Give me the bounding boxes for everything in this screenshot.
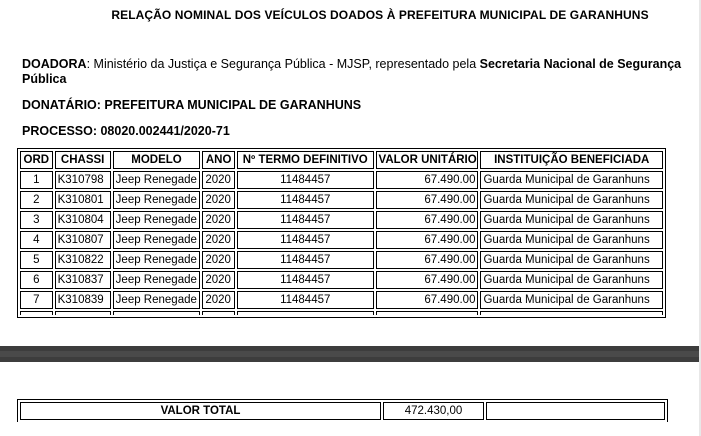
cell-ord: 5 (20, 251, 53, 269)
header-chassi: CHASSI (55, 151, 111, 169)
doadora-text: : Ministério da Justiça e Segurança Pública - MJSP, representado pela (86, 57, 480, 71)
doadora-label: DOADORA (22, 57, 87, 71)
table-row (20, 291, 663, 309)
cell-chassi: K310798 (55, 171, 111, 189)
processo-line: PROCESSO: 08020.002441/2020-71 (22, 124, 230, 138)
cell-ano: 2020 (202, 231, 235, 249)
cell-chassi: K310807 (55, 231, 111, 249)
table-row (20, 231, 663, 249)
doadora-secretaria: Secretaria Nacional de Segurança Pública (22, 57, 682, 86)
cell-ord: 6 (20, 271, 53, 289)
table-row (20, 251, 663, 269)
total-table (17, 399, 668, 422)
table-row-cut (20, 311, 663, 315)
cell-chassi: K310801 (55, 191, 111, 209)
cell-termo: 11484457 (237, 211, 374, 229)
cell-valor: 67.490.00 (376, 171, 479, 189)
cell-ord: 3 (20, 211, 53, 229)
total-row (20, 402, 665, 420)
cell-modelo: Jeep Renegade (113, 291, 201, 309)
cell-chassi: K310837 (55, 271, 111, 289)
cell-instituicao: Guarda Municipal de Garanhuns (480, 171, 663, 189)
header-ord: ORD (20, 151, 53, 169)
cell-valor: 67.490.00 (376, 211, 479, 229)
cell-ano: 2020 (202, 191, 235, 209)
total-empty-cell (486, 402, 665, 420)
vehicles-table (17, 148, 666, 318)
donatario-line: DONATÁRIO: PREFEITURA MUNICIPAL DE GARANHUNS (22, 98, 362, 112)
cell-modelo: Jeep Renegade (113, 191, 201, 209)
doadora-line (22, 57, 692, 87)
header-termo: Nº TERMO DEFINITIVO (237, 151, 374, 169)
cell-instituicao: Guarda Municipal de Garanhuns (480, 211, 663, 229)
cell-cut (376, 311, 479, 315)
cell-modelo: Jeep Renegade (113, 271, 201, 289)
table-header-row (20, 151, 663, 169)
cell-ano: 2020 (202, 211, 235, 229)
cell-termo: 11484457 (237, 251, 374, 269)
cell-ord: 1 (20, 171, 53, 189)
total-label: VALOR TOTAL (20, 402, 381, 420)
cell-ord: 4 (20, 231, 53, 249)
cell-cut (202, 311, 235, 315)
cell-chassi: K310804 (55, 211, 111, 229)
cell-ord: 7 (20, 291, 53, 309)
cell-valor: 67.490.00 (376, 191, 479, 209)
header-valor: VALOR UNITÁRIO (376, 151, 479, 169)
cell-ord: 2 (20, 191, 53, 209)
cell-cut (20, 311, 53, 315)
cell-valor: 67.490.00 (376, 251, 479, 269)
cell-modelo: Jeep Renegade (113, 231, 201, 249)
cell-instituicao: Guarda Municipal de Garanhuns (480, 191, 663, 209)
cell-chassi: K310822 (55, 251, 111, 269)
cell-instituicao: Guarda Municipal de Garanhuns (480, 231, 663, 249)
cell-valor: 67.490.00 (376, 231, 479, 249)
cell-termo: 11484457 (237, 291, 374, 309)
cell-cut (55, 311, 111, 315)
document-title: RELAÇÃO NOMINAL DOS VEÍCULOS DOADOS À PREFEITURA MUNICIPAL DE GARANHUNS (111, 8, 649, 22)
cell-modelo: Jeep Renegade (113, 171, 201, 189)
cell-ano: 2020 (202, 251, 235, 269)
table-row (20, 271, 663, 289)
cell-cut (480, 311, 663, 315)
cell-termo: 11484457 (237, 271, 374, 289)
cell-valor: 67.490.00 (376, 271, 479, 289)
cell-cut (237, 311, 374, 315)
header-modelo: MODELO (113, 151, 201, 169)
cell-termo: 11484457 (237, 191, 374, 209)
header-ano: ANO (202, 151, 235, 169)
cell-cut (113, 311, 201, 315)
cell-instituicao: Guarda Municipal de Garanhuns (480, 251, 663, 269)
cell-instituicao: Guarda Municipal de Garanhuns (480, 291, 663, 309)
page-break-divider (0, 346, 701, 362)
cell-termo: 11484457 (237, 171, 374, 189)
cell-ano: 2020 (202, 271, 235, 289)
cell-chassi: K310839 (55, 291, 111, 309)
cell-ano: 2020 (202, 171, 235, 189)
table-row (20, 171, 663, 189)
table-row (20, 191, 663, 209)
cell-instituicao: Guarda Municipal de Garanhuns (480, 271, 663, 289)
cell-ano: 2020 (202, 291, 235, 309)
divider-band (0, 351, 701, 357)
cell-termo: 11484457 (237, 231, 374, 249)
cell-valor: 67.490.00 (376, 291, 479, 309)
cell-modelo: Jeep Renegade (113, 211, 201, 229)
cell-modelo: Jeep Renegade (113, 251, 201, 269)
total-value: 472.430,00 (383, 402, 484, 420)
table-row (20, 211, 663, 229)
header-instituicao: INSTITUIÇÃO BENEFICIADA (480, 151, 663, 169)
